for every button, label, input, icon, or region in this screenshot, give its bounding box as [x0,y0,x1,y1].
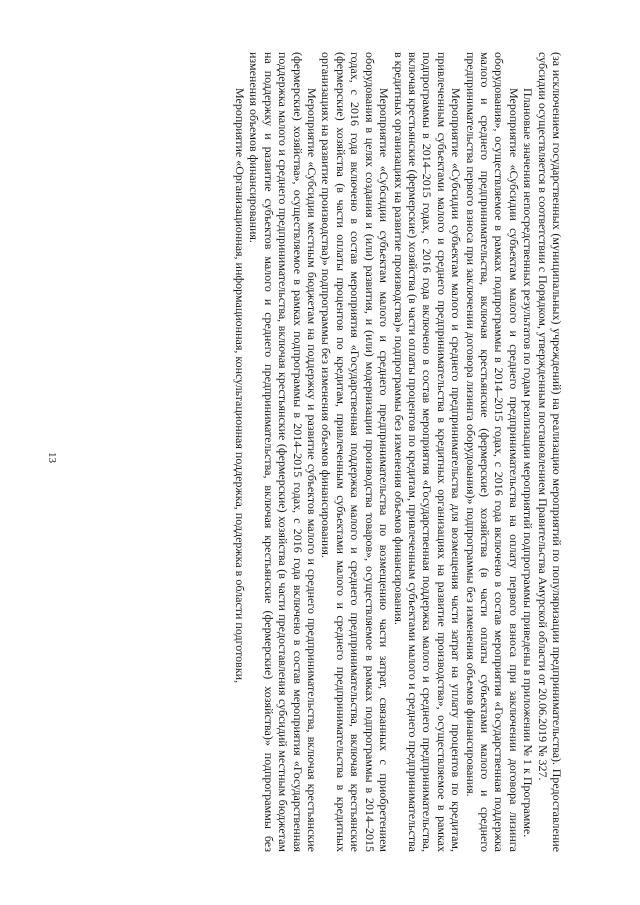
paragraph-local-budget-subsidy: Мероприятие «Субсидии местным бюджетам на поддержку и развитие субъектов малого и среднего предпринимательства, включая крестьянские (фермерские) хозяйства», осуществляемое в рамках подпрограммы в 2014–2015 годах, с 2016 года включено в состав мероприятия «Государственная поддержка малого и среднего предпринимательства, включая крестьянские (фермерские) хозяйства (в части предоставления субсидий местным бюджетам на поддержку и развитие субъектов малого и среднего предпринимательства, включая крестьянские (фермерские) хозяйства)» подпрограммы без изменения объемов финансирования. [247,52,320,852]
paragraph-interest-subsidy: Мероприятие «Субсидии субъектам малого и среднего предпринимательства для возмещения части затрат на уплату процентов по кредитам, привлеченным субъектами малого и среднего предпринимательства в кредитных организациях на развитие производства», осуществляемое в рамках подпрограммы в 2014–2015 годах, с 2016 года включено в состав мероприятия «Государственная поддержка малого и среднего предпринимательства, включая крестьянские (фермерские) хозяйства (в части оплаты процентов по кредитам, привлеченным субъектами малого и среднего предпринимательства в кредитных организациях на развитие производства)» подпрограммы без изменения объемов финансирования. [391,52,464,852]
paragraph-equipment-subsidy: Мероприятие «Субсидии субъектам малого и среднего предпринимательства по возмещению части затрат, связанных с приобретением оборудования в целях создания и (или) развития, и (или) модернизации производства товаров», осуществляемое в рамках подпрограммы в 2014–2015 годах, с 2016 года включено в состав мероприятия «Государственная поддержка малого и среднего предпринимательства, включая крестьянские (фермерские) хозяйства (в части оплаты процентов по кредитам, привлеченным субъектами малого и среднего предпринимательства в кредитных организациях на развитие производства)» подпрограммы без изменения объемов финансирования. [319,52,392,852]
rotated-page-content [88,52,564,852]
document-body [88,52,564,852]
paragraph-planned-values: Плановые значения непосредственных результатов по годам реализации мероприятий подпрограммы приведены в приложении № 1 к Программе. [521,88,536,838]
paragraph-continuation: (за исключением государственных (муниципальных) учреждений) на реализацию мероприятий по популяризации предпринимательства). Предоставление субсидии осуществляется в соответствии с Порядком, утвержденным постановлением Правительства Амурской области от 20.06.2019 № 327. [535,52,564,852]
paragraph-leasing-subsidy: Мероприятие «Субсидии субъектам малого и среднего предпринимательства на оплату первого взноса при заключении договора лизинга оборудования», осуществляемое в рамках подпрограммы в 2014–2015 годах, с 2016 года включено в состав мероприятия «Государственная поддержка малого и среднего предпринимательства, включая крестьянские (фермерские) хозяйства (в части оплаты субъектами малого и среднего предпринимательства первого взноса при заключении договора лизинга оборудования)» подпрограммы без изменения объемов финансирования. [463,52,521,852]
paragraph-organizational-support: Мероприятие «Организационная, информационная, консультационная поддержка, поддержка в области подготовки, [233,88,248,684]
page-number: 13 [46,452,58,463]
